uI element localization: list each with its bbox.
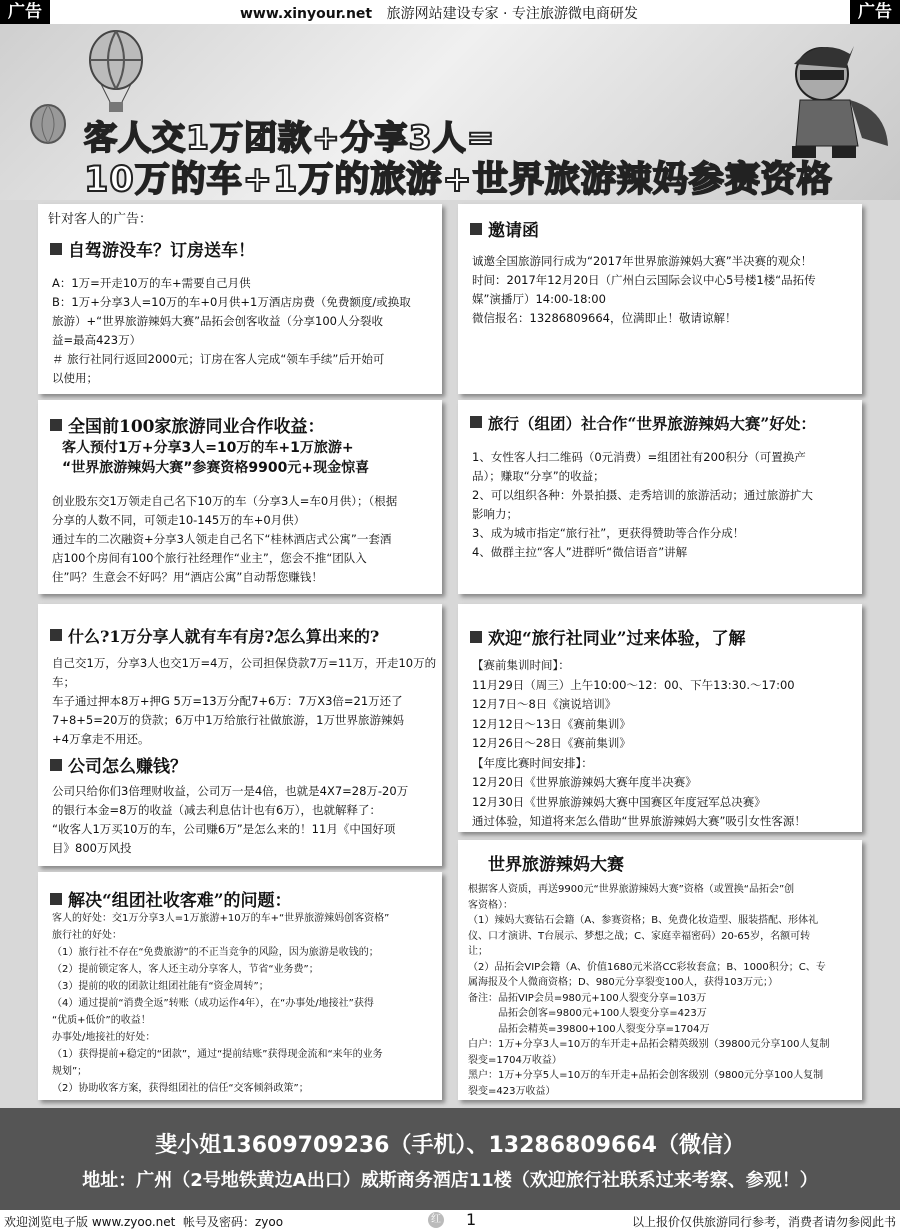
square-bullet-icon	[470, 223, 482, 235]
text-line: 车；	[52, 675, 75, 689]
panel-welcome-experience	[458, 604, 862, 832]
text-line: 品）；赚取“分享”的收益；	[472, 469, 605, 483]
text-line: “收客人1万买10万的车，公司赚6万”是怎么来的！11月《中国好项	[52, 822, 396, 836]
text-line: 规划”；	[52, 1066, 88, 1077]
site-url[interactable]: www.xinyour.net	[240, 6, 373, 22]
text-line: 3、成为城市指定“旅行社”，更获得赞助等合作分成！	[472, 526, 745, 540]
text-line: （4）通过提前“消费全返”转账（成功运作4年），在“办事处/地接社”获得	[52, 998, 374, 1009]
text-line: 通过车的二次融资+分享3人领走自己名下“桂林酒店式公寓”一套酒	[52, 532, 392, 546]
panel-body	[52, 492, 438, 587]
text-line: （1）获得提前+稳定的“团款”，通过“提前结账”获得现金流和“来年的业务	[52, 1049, 383, 1060]
text-line: 创业股东交1万领走自己名下10万的车（分享3人=车0月供）；（根据	[52, 494, 398, 508]
text-line: +4万拿走不用还。	[52, 732, 150, 746]
page-footer	[0, 1210, 900, 1230]
text-line: 裂变=423万收益）	[468, 1085, 556, 1097]
text-line: 办事处/地接社的好处：	[52, 1032, 156, 1043]
footer-disclaimer: 以上报价仅供旅游同行参考，消费者请勿参阅此书	[631, 1215, 896, 1229]
text-line: 12月20日《世界旅游辣妈大赛年度半决赛》	[472, 775, 697, 789]
panel-body	[472, 448, 858, 562]
text-line: 分享的人数不同，可领走10-145万的车+0月供）	[52, 513, 306, 527]
page-number: 1	[466, 1210, 477, 1229]
panel-title: 什么?1万分享人就有车有房?怎么算出来的?	[50, 624, 379, 647]
top-banner	[0, 0, 900, 25]
panel-title: 自驾游没车？订房送车！	[50, 236, 255, 261]
square-bullet-icon	[50, 419, 62, 431]
panel-title: 全国前100家旅游同业合作收益：	[50, 412, 325, 437]
text-line: 11月29日（周三）上午10:00～12：00、下午13:30.～17:00	[472, 677, 795, 692]
square-bullet-icon	[470, 416, 482, 428]
text-line: （2）品拓会VIP会籍（A、价值1680元米洛CC彩妆套盒；B、1000积分；C、专	[468, 961, 826, 973]
footer-website[interactable]: 欢迎浏览电子版 www.zyoo.net 帐号及密码：zyoo	[4, 1215, 284, 1229]
text-line: 属海报及个人微商资格；D、980元分享裂变100人，获得103万元；）	[468, 977, 778, 988]
panel-solve-problem	[38, 872, 442, 1100]
text-line: 旅游）+“世界旅游辣妈大赛”品拓会创客收益（分享100人分裂收	[52, 314, 383, 328]
text-line: （3）提前的收的团款让组团社能有“资金周转”；	[52, 981, 269, 992]
text-line: （1）旅行社不存在“免费旅游”的不正当竞争的风险，因为旅游是收钱的；	[52, 947, 379, 958]
text-line: 【赛前集训时间】：	[472, 658, 570, 672]
text-line: 自己交1万，分享3人也交1万=4万，公司担保贷款7万=11万，开走10万的	[52, 656, 437, 670]
text-line: 客资格）：	[468, 899, 513, 911]
panel-top100-cooperation	[38, 400, 442, 594]
text-line: （2）协助收客方案，获得组团社的信任“交客倾斜政策”；	[52, 1083, 309, 1094]
panel-label: 针对客人的广告：	[48, 212, 153, 227]
text-line: 旅行社的好处：	[52, 930, 122, 941]
text-line: 公司只给你们3倍理财收益，公司万一是4倍，也就是4X7=28万-20万	[52, 784, 409, 798]
text-line: 的银行本金=8万的收益（减去利息估计也有6万），也就解释了：	[52, 803, 382, 817]
panel-invitation	[458, 204, 862, 394]
text-line: B：1万+分享3人=10万的车+0月供+1万酒店房费（免费额度/或换取	[52, 295, 411, 309]
panel-title: 欢迎“旅行社同业”过来体验，了解	[470, 624, 746, 649]
superhero-mascot-icon	[770, 34, 890, 164]
slogan-text: 旅游网站建设专家 · 专注旅游微电商研发	[386, 6, 638, 22]
panel-title: 旅行（组团）社合作“世界旅游辣妈大赛”好处：	[470, 412, 816, 434]
text-line: 12月30日《世界旅游辣妈大赛中国赛区年度冠军总决赛》	[472, 794, 766, 809]
square-bullet-icon	[50, 893, 62, 905]
text-line: 诚邀全国旅游同行成为“2017年世界旅游辣妈大赛”半决赛的观众！	[472, 254, 813, 268]
text-line: 时间：2017年12月20日（广州白云国际会议中心5号楼1楼“品拓传	[472, 273, 816, 287]
text-line: 白户：1万+分享3人=10万的车开走+品拓会精英级别（39800元分享100人复制	[468, 1039, 830, 1050]
panel-how-calculated	[38, 604, 442, 866]
contact-phones: 斐小姐13609709236（手机）、13286809664（微信）	[155, 1133, 745, 1158]
panel-world-mama-contest	[458, 840, 862, 1100]
panel-body	[472, 252, 858, 328]
text-line: 以使用；	[52, 371, 98, 385]
text-line: 目》800万风投	[52, 841, 132, 855]
square-bullet-icon	[50, 243, 62, 255]
text-line: 仪、口才演讲、T台展示、梦想之战；C、家庭幸福密码）20-65岁，名额可转	[468, 930, 811, 942]
text-line: 根据客人资质，再送9900元“世界旅游辣妈大赛”资格（或置换“品拓会”创	[468, 884, 795, 895]
text-line: 裂变=1704万收益）	[468, 1054, 562, 1066]
panel-body	[472, 656, 858, 832]
text-line: “优质+低价”的收益！	[52, 1015, 151, 1026]
text-line: 12月7日～8日《演说培训》	[472, 697, 617, 711]
panel-title: 世界旅游辣妈大赛	[488, 855, 624, 875]
text-line: 【年度比赛时间安排】：	[472, 755, 593, 770]
text-line: 备注：品拓VIP会员=980元+100人裂变分享=103万	[468, 992, 707, 1004]
page-stamp-icon: 红	[428, 1212, 444, 1228]
panel-body	[52, 654, 438, 749]
square-bullet-icon	[50, 629, 62, 641]
hero-headline-2: 10万的车+1万的旅游+世界旅游辣妈参赛资格	[84, 160, 833, 200]
text-line: 1、女性客人扫二维码（0元消费）=组团社有200积分（可置换产	[472, 450, 806, 464]
square-bullet-icon	[50, 759, 62, 771]
text-line: 12月12日～13日《赛前集训》	[472, 716, 631, 731]
text-line: 益=最高423万）	[52, 333, 142, 347]
text-line: 2、可以组织各种：外景拍摄、走秀培训的旅游活动；通过旅游扩大	[472, 488, 813, 502]
panel-body	[468, 882, 858, 1099]
text-line: 微信报名：13286809664，位满即止！敬请谅解！	[472, 311, 737, 325]
text-line: 媒”演播厅）14:00-18:00	[472, 292, 606, 306]
panel-agency-benefits	[458, 400, 862, 594]
hero-headline-1: 客人交1万团款+分享3人=	[84, 118, 496, 157]
text-line: 影响力；	[472, 507, 518, 521]
text-line: 通过体验，知道将来怎么借助“世界旅游辣妈大赛”吸引女性客源！	[472, 814, 806, 828]
text-line: 黑户：1万+分享5人=10万的车开走+品拓会创客级别（9800元分享100人复制	[468, 1070, 824, 1081]
text-line: A：1万=开走10万的车+需要自己月供	[52, 276, 251, 290]
text-line: 店100个房间有100个旅行社经理作“业主”，您会不推“团队入	[52, 551, 367, 565]
contact-address: 地址：广州（2号地铁黄边A出口）威斯商务酒店11楼（欢迎旅行社联系过来考察、参观！）	[82, 1170, 818, 1191]
contact-band	[0, 1108, 900, 1210]
ad-label-left: 广告	[0, 0, 50, 24]
text-line: （2）提前锁定客人，客人还主动分享客人，节省“业务费”；	[52, 964, 319, 975]
panel-self-drive-ad	[38, 204, 442, 394]
text-line: 住”吗？生意会不好吗？用“酒店公寓”自动帮您赚钱！	[52, 570, 323, 584]
text-line: 客人的好处：交1万分享3人=1万旅游+10万的车+“世界旅游辣妈创客资格”	[52, 913, 390, 924]
panel-body	[52, 910, 438, 1097]
panel-title: 解决“组团社收客难”的问题：	[50, 886, 292, 911]
panel-title: 邀请函	[470, 216, 539, 241]
site-slogan	[240, 3, 638, 23]
text-line: （1）辣妈大赛钻石会籍（A、参赛资格；B、免费化妆造型、服装搭配、形体礼	[468, 915, 819, 926]
panel-subtitle	[62, 438, 369, 478]
square-bullet-icon	[470, 631, 482, 643]
text-line: 12月26日～28日《赛前集训》	[472, 736, 631, 750]
panel-body	[52, 274, 436, 388]
text-line: ＃ 旅行社同行返回2000元；订房在客人完成“领车手续”后开始可	[52, 352, 385, 366]
ad-label-right: 广告	[850, 0, 900, 24]
text-line: 让；	[468, 946, 488, 957]
panel-body-2	[52, 782, 438, 858]
hero-banner	[0, 24, 900, 200]
text-line: 车子通过押本8万+押G 5万=13万分配7+6万：7万X3倍=21万还了	[52, 694, 403, 708]
panel-subtitle: 公司怎么赚钱？	[50, 752, 187, 777]
text-line: 品拓会精英=39800+100人裂变分享=1704万	[498, 1023, 710, 1035]
text-line: 品拓会创客=9800元+100人裂变分享=423万	[498, 1008, 707, 1019]
small-balloon-icon	[28, 104, 68, 154]
subtitle-line: “世界旅游辣妈大赛”参赛资格9900元+现金惊喜	[62, 460, 370, 476]
text-line: 4、做群主拉“客人”进群听“微信语音”讲解	[472, 545, 688, 559]
subtitle-line: 客人预付1万+分享3人=10万的车+1万旅游+	[62, 440, 354, 456]
text-line: 7+8+5=20万的贷款；6万中1万给旅行社做旅游，1万世界旅游辣妈	[52, 713, 404, 727]
hot-air-balloon-icon	[86, 30, 146, 116]
